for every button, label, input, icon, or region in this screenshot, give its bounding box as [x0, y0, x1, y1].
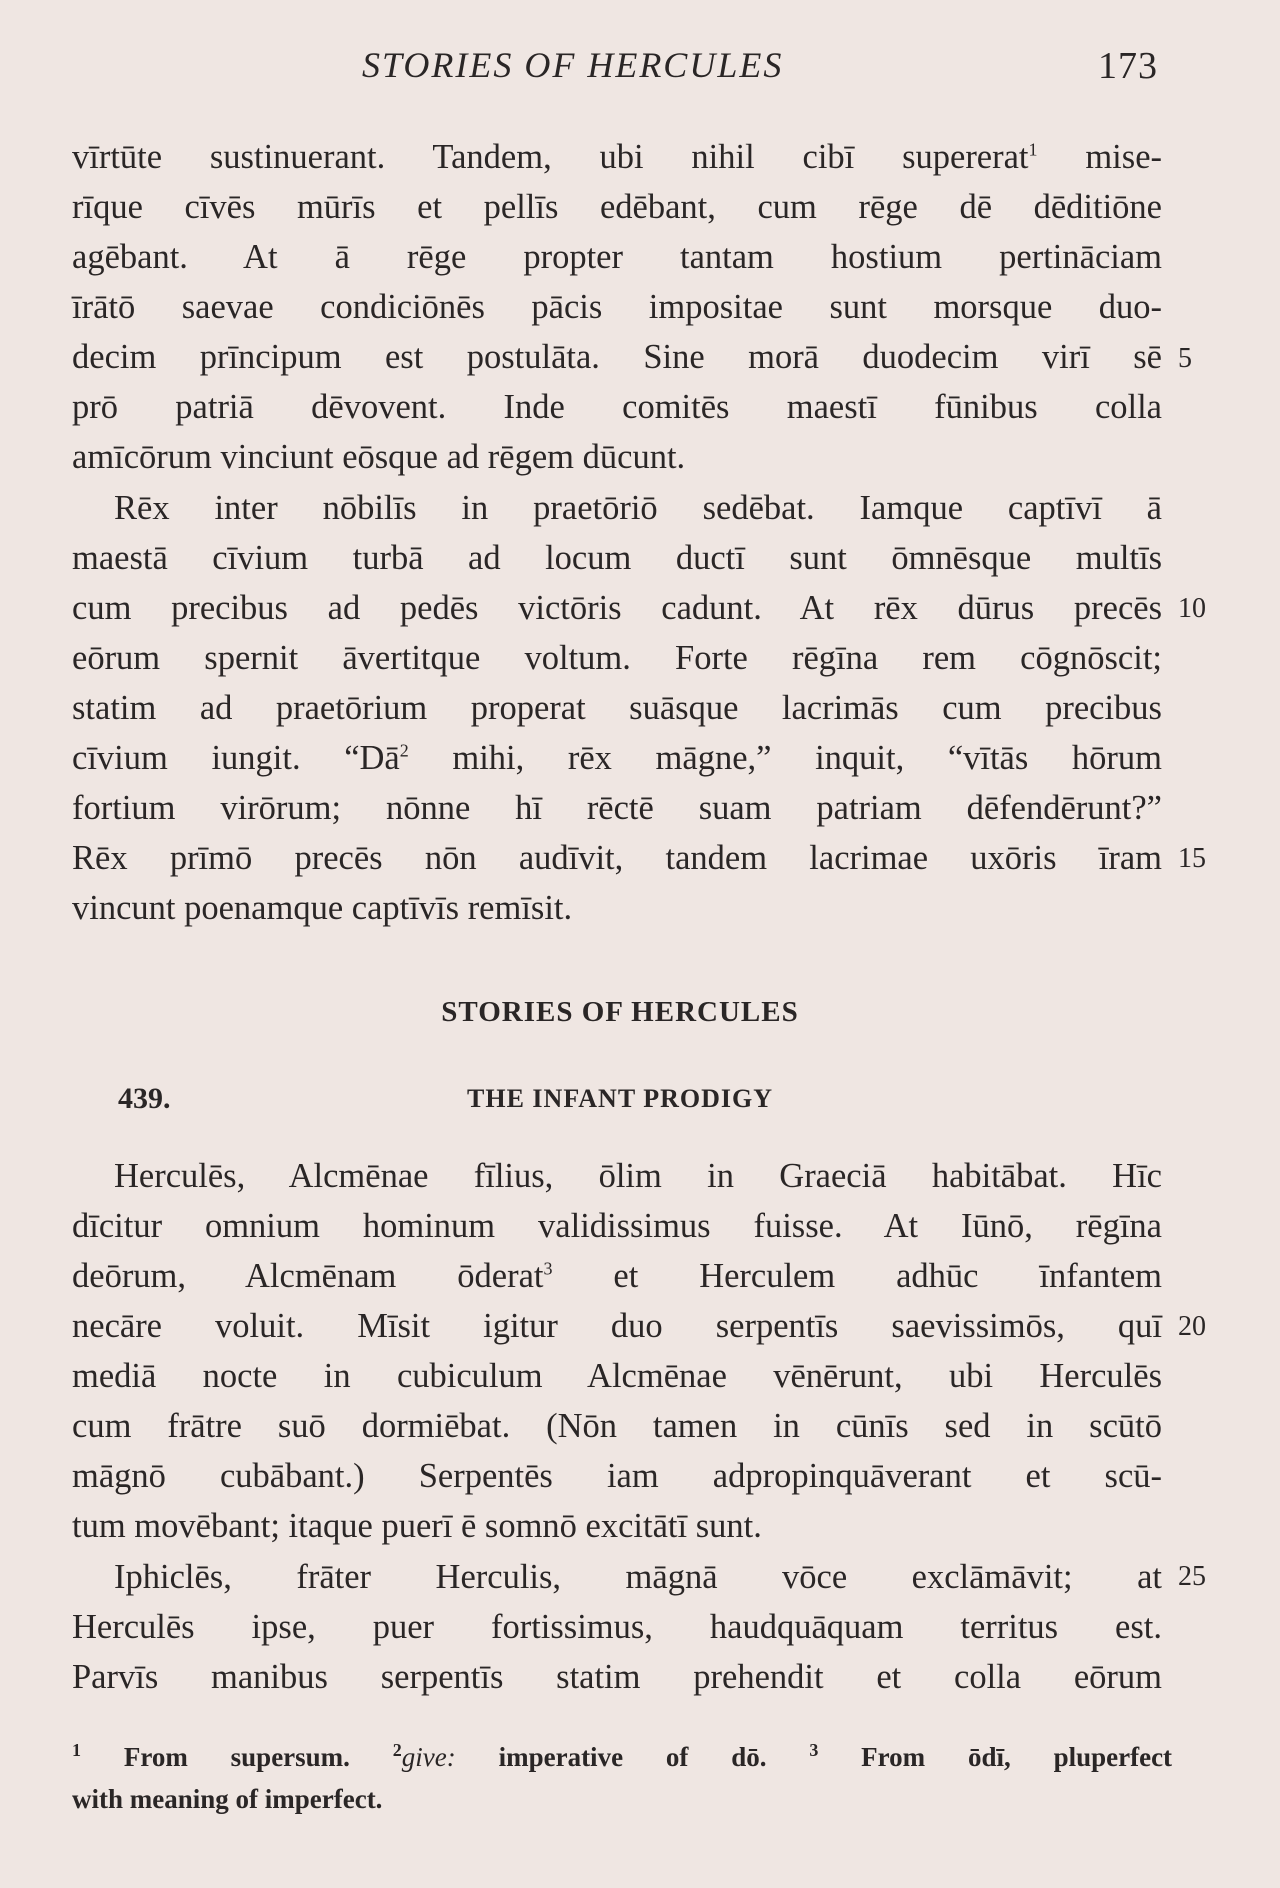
text-line: prō patriā dēvovent. Inde comitēs maestī fūnibus colla — [72, 388, 1162, 426]
line-number: 5 — [1178, 343, 1192, 374]
text-line: Rēx prīmō precēs nōn audīvit, tandem lacrimae uxōris īram — [72, 839, 1162, 877]
text-line: maestā cīvium turbā ad locum ductī sunt ōmnēsque multīs — [72, 539, 1162, 577]
section-heading: STORIES OF HERCULES — [441, 996, 799, 1028]
text-line: cum frātre suō dormiēbat. (Nōn tamen in cūnīs sed in scūtō — [72, 1407, 1162, 1445]
text-line: dīcitur omnium hominum validissimus fuisse. At Iūnō, rēgīna — [72, 1207, 1162, 1245]
line-number: 25 — [1178, 1561, 1206, 1592]
text-line: īrātō saevae condiciōnēs pācis impositae sunt morsque duo- — [72, 288, 1162, 326]
text-line: decim prīncipum est postulāta. Sine morā duodecim virī sē — [72, 338, 1162, 376]
text-line: mediā nocte in cubiculum Alcmēnae vēnērunt, ubi Herculēs — [72, 1357, 1162, 1395]
text-line: eōrum spernit āvertitque voltum. Forte rēgīna rem cōgnōscit; — [72, 639, 1162, 677]
text-line: deōrum, Alcmēnam ōderat$^3$ et Herculem adhūc īnfantem — [72, 1257, 1163, 1295]
text-line: fortium virōrum; nōnne hī rēctē suam patriam dēfendērunt?” — [72, 789, 1162, 827]
footnote-3: $^3$ From ōdī, pluperfect — [809, 1740, 1173, 1772]
line-number: 20 — [1178, 1311, 1206, 1342]
footnote-continuation: with meaning of imperfect. — [72, 1784, 383, 1814]
page-number: 173 — [1098, 45, 1158, 87]
text-line: vincunt poenamque captīvīs remīsit. — [72, 889, 573, 927]
text-line: Parvīs manibus serpentīs statim prehendit et colla eōrum — [72, 1658, 1162, 1696]
section-number: 439. — [118, 1082, 171, 1115]
footnote-2: $^2$give: imperative of dō. — [392, 1740, 767, 1772]
footnote-1: $^1$ From supersum. — [72, 1740, 350, 1772]
text-line: necāre voluit. Mīsit igitur duo serpentīs saevissimōs, quī — [72, 1307, 1162, 1345]
running-head — [72, 44, 1172, 94]
line-number: 15 — [1178, 843, 1206, 874]
text-line: Rēx inter nōbilīs in praetōriō sedēbat. Iamque captīvī ā — [114, 489, 1162, 527]
text-line: vīrtūte sustinuerant. Tandem, ubi nihil cibī supererat$^1$ mise- — [72, 138, 1162, 176]
line-number: 10 — [1178, 593, 1206, 624]
text-line: amīcōrum vinciunt eōsque ad rēgem dūcunt. — [72, 438, 686, 476]
text-line: cīvium iungit. “$Dā^2$ mihi, rēx māgne,” inquit, “vītās hōrum — [72, 739, 1162, 777]
text-line: cum precibus ad pedēs victōris cadunt. At rēx dūrus precēs — [72, 589, 1162, 627]
text-line: Herculēs, Alcmēnae fīlius, ōlim in Graeciā habitābat. Hīc — [114, 1157, 1162, 1195]
paragraph-1 — [72, 132, 1162, 482]
text-line: Herculēs ipse, puer fortissimus, haudquāquam territus est. — [72, 1608, 1162, 1646]
paragraph-4 — [72, 1552, 1162, 1702]
text-line: tum movēbant; itaque puerī ē somnō excitātī sunt. — [72, 1507, 762, 1545]
text-line: Iphiclēs, frāter Herculis, māgnā vōce exclāmāvit; at — [114, 1558, 1162, 1596]
text-line: rīque cīvēs mūrīs et pellīs edēbant, cum rēge dē dēditiōne — [72, 188, 1162, 226]
footnote-line — [72, 1736, 1172, 1778]
text-line: statim ad praetōrium properat suāsque lacrimās cum precibus — [72, 689, 1162, 727]
paragraph-3 — [72, 1151, 1162, 1551]
text-line: māgnō cubābant.) Serpentēs iam adpropinquāverant et scū- — [72, 1457, 1162, 1495]
text-line: agēbant. At ā rēge propter tantam hostium pertināciam — [72, 238, 1162, 276]
section-title: THE INFANT PRODIGY — [467, 1084, 773, 1113]
footnotes — [72, 1736, 1172, 1820]
paragraph-2 — [72, 483, 1162, 933]
running-head-title: STORIES OF HERCULES — [362, 45, 784, 85]
